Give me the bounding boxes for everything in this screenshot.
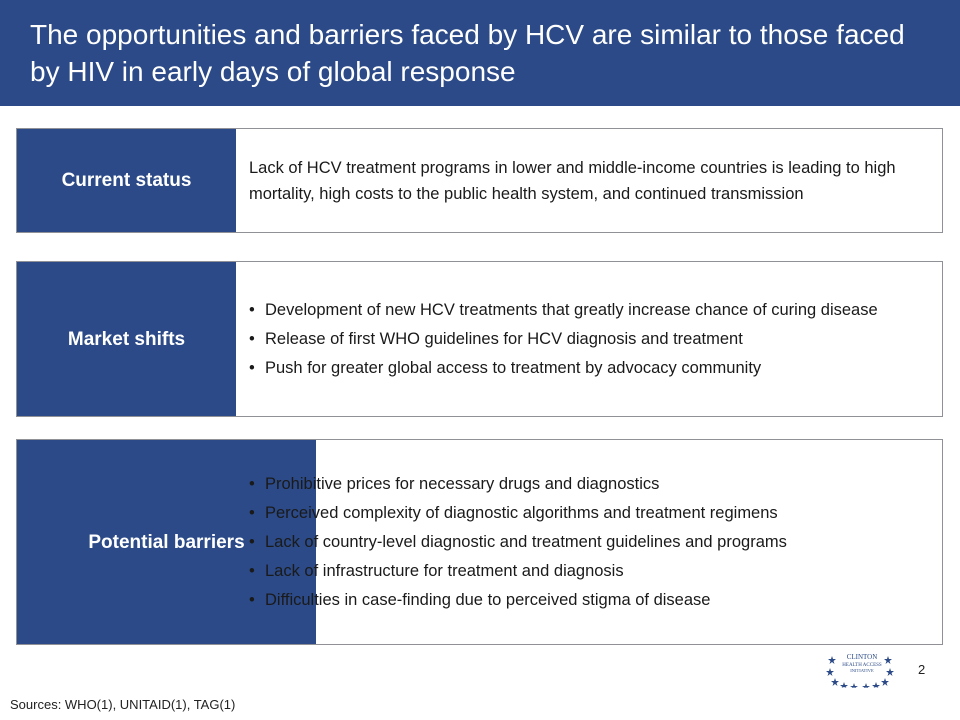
clinton-health-access-logo-icon — [826, 648, 898, 688]
current-status-label: Current status — [17, 129, 236, 232]
list-item: • Prohibitive prices for necessary drugs and diagnostics — [249, 473, 928, 496]
current-status-body — [249, 129, 928, 232]
slide-title: The opportunities and barriers faced by HCV are similar to those faced by HIV in early days of global response — [30, 19, 905, 87]
market-shifts-label: Market shifts — [17, 262, 236, 416]
potential-barriers-body — [249, 440, 928, 644]
svg-text:HEALTH ACCESS: HEALTH ACCESS — [842, 663, 882, 668]
list-item: • Lack of country-level diagnostic and treatment guidelines and programs — [249, 531, 928, 554]
sources-footnote: Sources: WHO(1), UNITAID(1), TAG(1) — [10, 697, 236, 712]
list-item: • Lack of infrastructure for treatment and diagnosis — [249, 560, 928, 583]
potential-barriers-list — [249, 467, 928, 618]
list-item: • Development of new HCV treatments that greatly increase chance of curing disease — [249, 299, 928, 322]
current-status-text: Lack of HCV treatment programs in lower and middle-income countries is leading to high mortality, high costs to the public health system, and continued transmission — [249, 158, 896, 203]
svg-text:INITIATIVE: INITIATIVE — [850, 668, 874, 673]
page-number: 2 — [918, 662, 926, 677]
market-shifts-list — [249, 293, 928, 386]
list-item: • Push for greater global access to treatment by advocacy community — [249, 357, 928, 380]
svg-text:CLINTON: CLINTON — [846, 653, 878, 661]
potential-barriers-label: Potential barriers — [17, 440, 316, 644]
list-item: • Release of first WHO guidelines for HCV diagnosis and treatment — [249, 328, 928, 351]
potential-barriers-row — [16, 439, 943, 645]
list-item: • Perceived complexity of diagnostic algorithms and treatment regimens — [249, 502, 928, 525]
market-shifts-row — [16, 261, 943, 417]
market-shifts-body — [249, 262, 928, 416]
list-item: • Difficulties in case-finding due to perceived stigma of disease — [249, 589, 928, 612]
current-status-row — [16, 128, 943, 233]
title-banner — [0, 0, 960, 106]
